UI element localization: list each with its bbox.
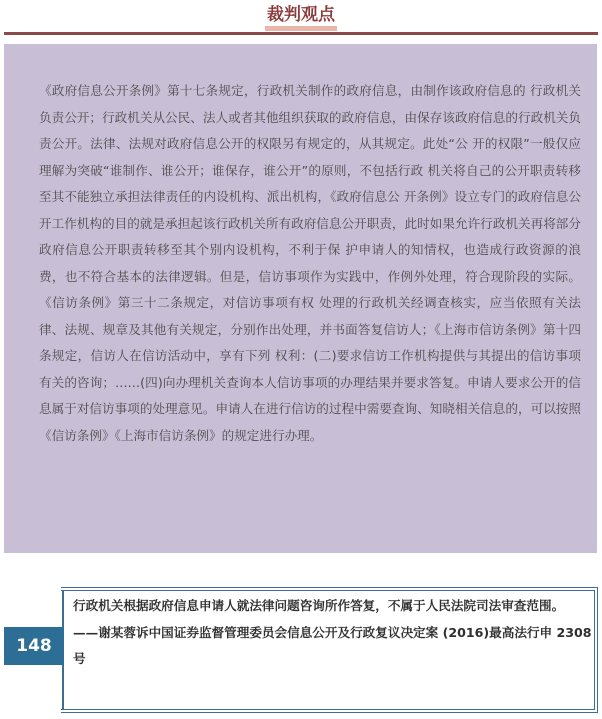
- section-header: [0, 0, 602, 38]
- case-number-badge: 148: [4, 627, 64, 665]
- case-citation: ——谢某蓉诉中国证券监督管理委员会信息公开及行政复议决定案 (2016)最高法行申 2308 号: [73, 624, 592, 666]
- case-card: [4, 587, 598, 715]
- title-highlight: [265, 26, 337, 31]
- case-body: [73, 593, 593, 673]
- opinion-paragraph: 《政府信息公开条例》第十七条规定，行政机关制作的政府信息，由制作该政府信息的 行政机关负责公开；行政机关从公民、法人或者其他组织获取的政府信息，由保存该政府信息的行政机关负责公开。法律、法规对政府信息公开的权限另有规定的，从其规定。此处“公 开的权限”一般仅应理解为突破“谁制作、谁公开；谁保存，谁公开”的原则，不包括行政 机关将自己的公开职责转移至其不能独立承担法律责任的内设机构、派出机构，《政府信息公 开条例》设立专门的政府信息公开工作机构的目的就是承担起该行政机关所有政府信息公开职责，此时如果允许行政机关再将部分政府信息公开职责转移至其个别内设机构，不利于保 护申请人的知情权，也造成行政资源的浪费，也不符合基本的法律逻辑。但是，信访事项作为实践中，作例外处理，符合现阶段的实际。《信访条例》第三十二条规定，对信访事项有权 处理的行政机关经调查核实，应当依照有关法律、法规、规章及其他有关规定，分别作出处理，并书面答复信访人；《上海市信访条例》第十四条规定，信访人在信访活动中，享有下列 权利：(二)要求信访工作机构提供与其提出的信访事项有关的咨询；……(四)向办理机关查询本人信访事项的办理结果并要求答复。申请人要求公开的信息属于对信访事项的处理意见。申请人在进行信访的过程中需要查询、知晓相关信息的，可以按照《信访条例》《上海市信访条例》的规定进行办理。: [39, 83, 581, 443]
- opinion-panel: [4, 44, 597, 553]
- case-holding: 行政机关根据政府信息申请人就法律问题咨询所作答复，不属于人民法院司法审查范围。: [73, 598, 565, 613]
- section-title: 裁判观点: [267, 5, 335, 25]
- header-divider: [4, 32, 598, 35]
